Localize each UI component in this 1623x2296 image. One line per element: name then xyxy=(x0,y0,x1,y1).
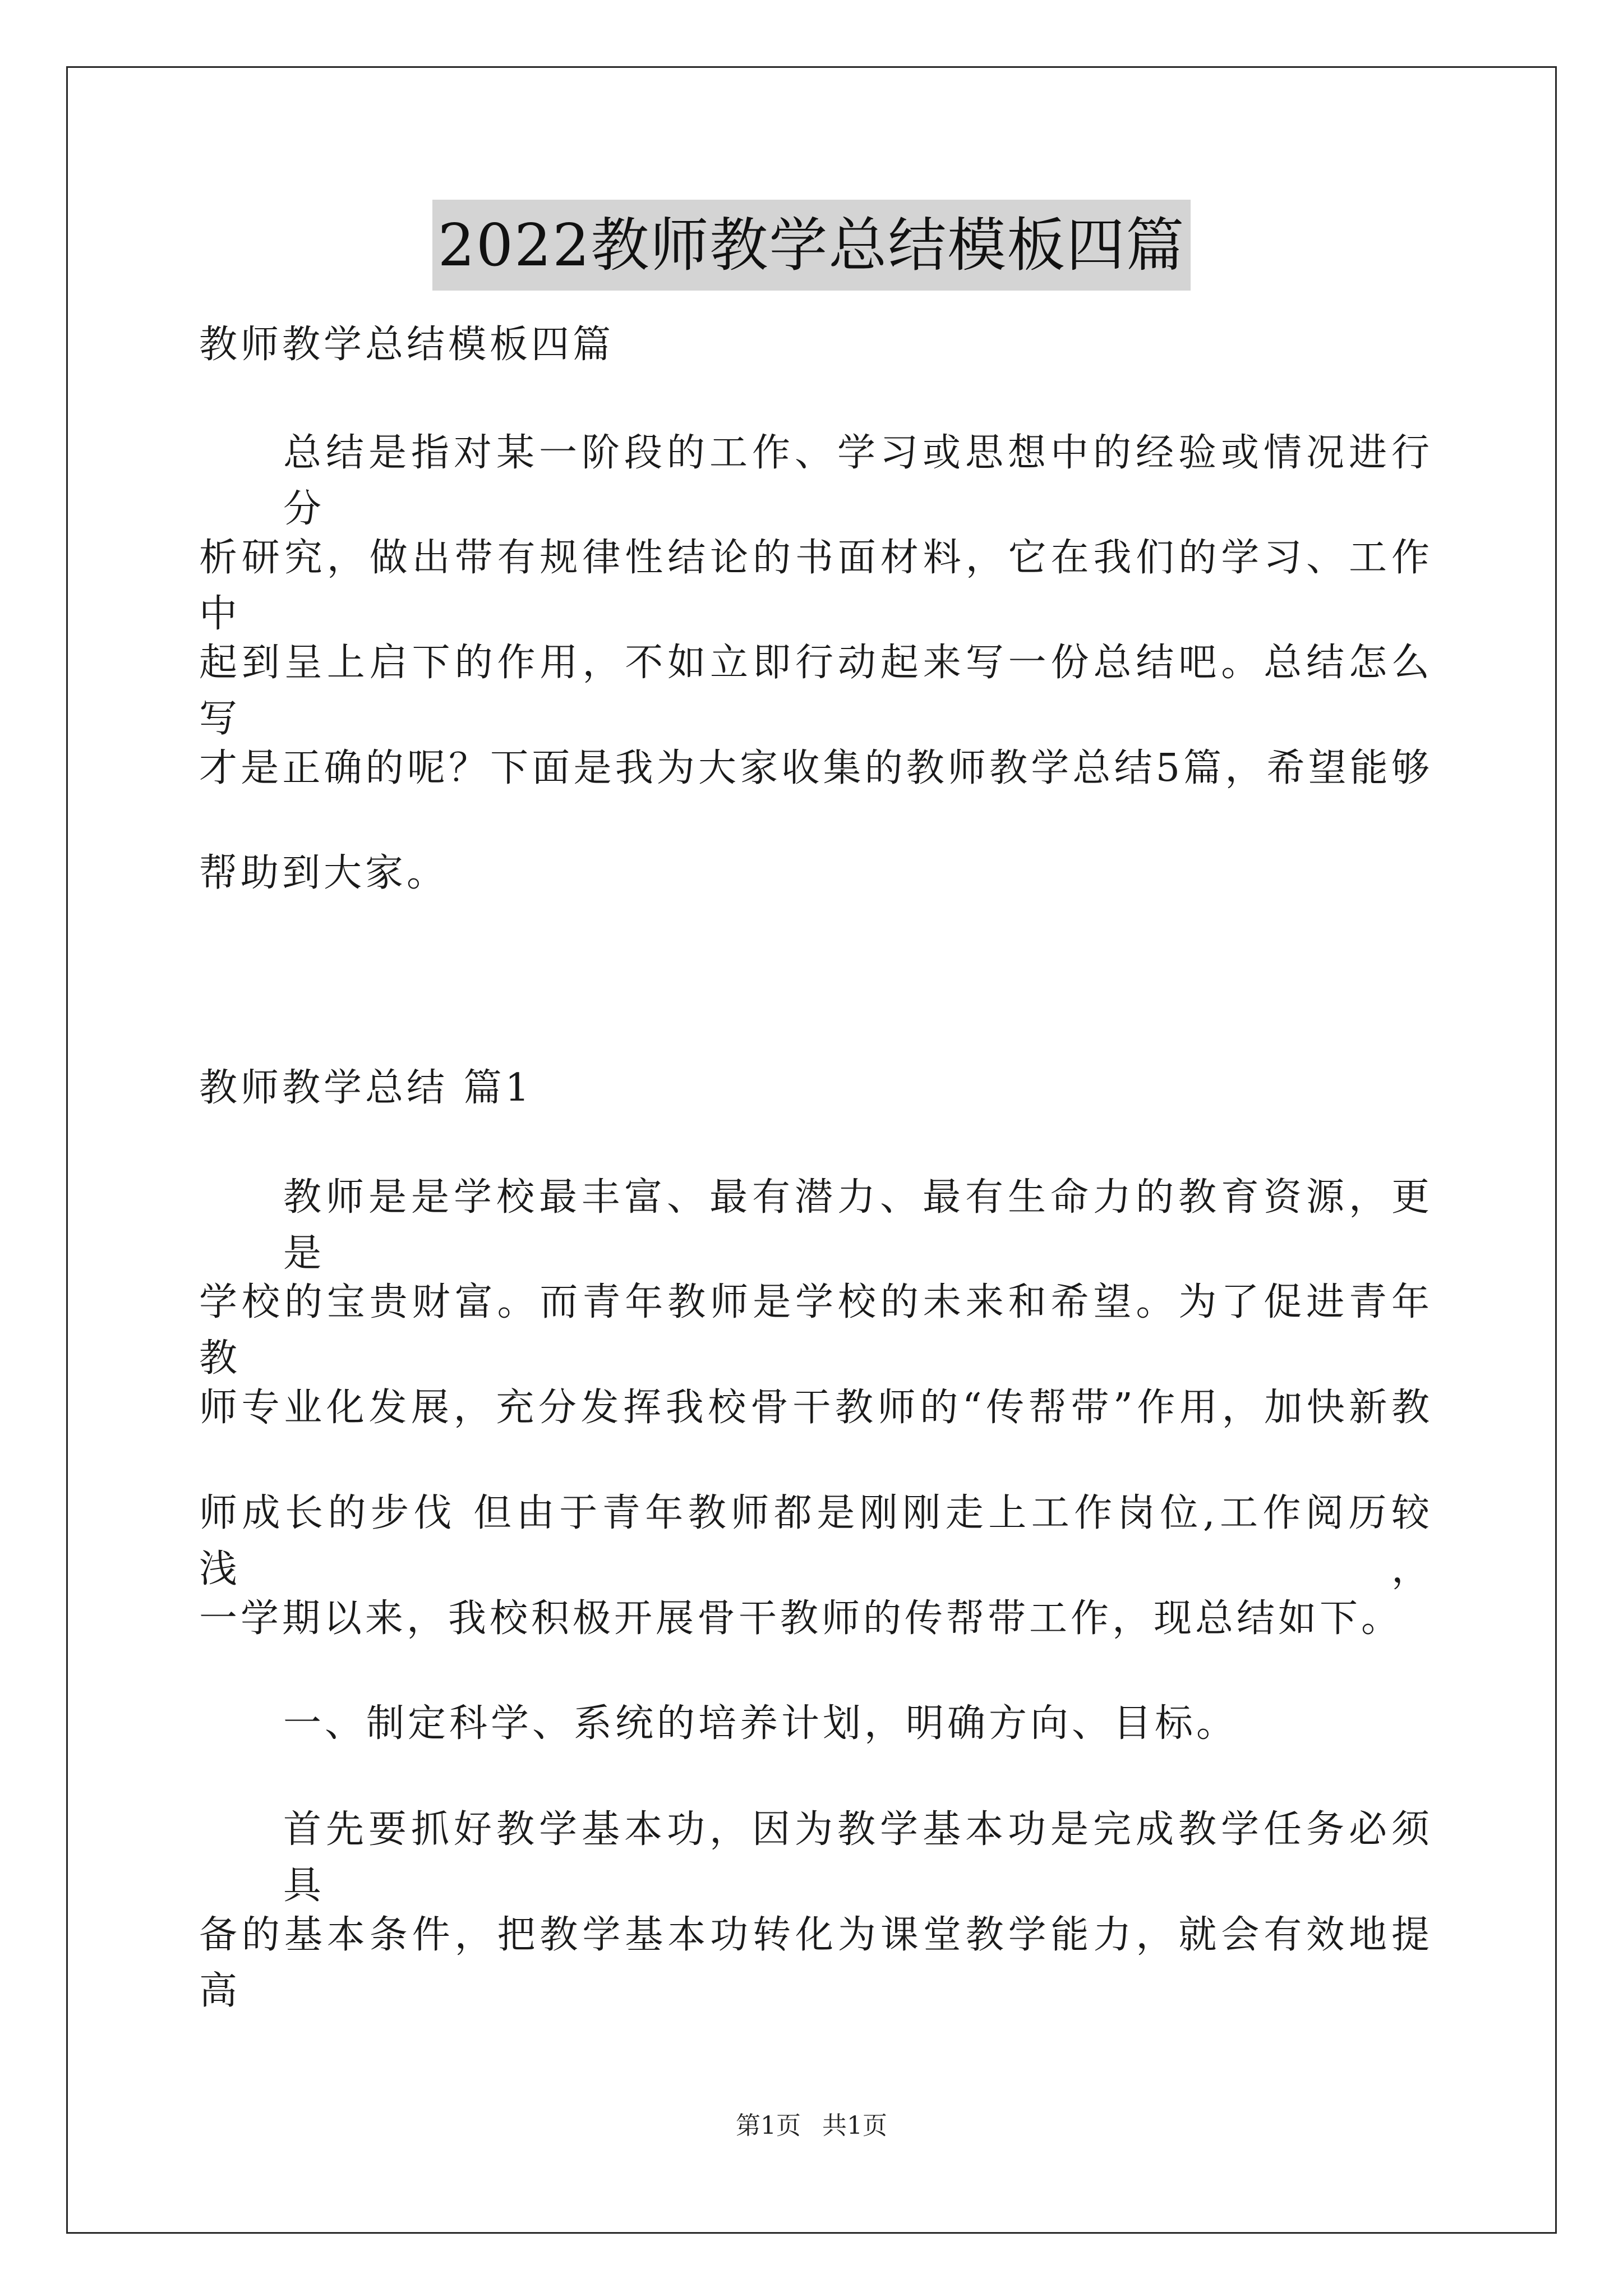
section1-line: 教师是是学校最丰富、最有潜力、最有生命力的教育资源，更是 xyxy=(283,1175,1433,1276)
document-subtitle: 教师教学总结模板四篇 xyxy=(199,323,615,367)
page-total: 共1页 xyxy=(822,2111,887,2140)
intro-line: 帮助到大家。 xyxy=(199,851,449,895)
para2-line: 备的基本条件，把教学基本功转化为课堂教学能力，就会有效地提高 xyxy=(199,1913,1433,2013)
section1-line: 师专业化发展，充分发挥我校骨干教师的“传帮带”作用，加快新教 xyxy=(199,1386,1433,1430)
point-heading: 一、制定科学、系统的培养计划，明确方向、目标。 xyxy=(283,1701,1238,1746)
para2-line: 首先要抓好教学基本功，因为教学基本功是完成教学任务必须具 xyxy=(283,1807,1433,1908)
section1-line: 师成长的步伐 但由于青年教师都是刚刚走上工作岗位,工作阅历较浅， xyxy=(199,1491,1433,1591)
title-wrapper xyxy=(0,200,1623,291)
section-heading: 教师教学总结 篇1 xyxy=(199,1066,533,1110)
section1-line: 一学期以来，我校积极开展骨干教师的传帮带工作，现总结如下。 xyxy=(199,1596,1403,1641)
document-title: 2022教师教学总结模板四篇 xyxy=(432,200,1191,291)
page-number: 第1页 xyxy=(736,2111,801,2140)
section1-line: 学校的宝贵财富。而青年教师是学校的未来和希望。为了促进青年教 xyxy=(199,1280,1433,1381)
page-footer xyxy=(0,2109,1623,2143)
intro-line: 析研究，做出带有规律性结论的书面材料，它在我们的学习、工作中 xyxy=(199,536,1433,636)
intro-line: 总结是指对某一阶段的工作、学习或思想中的经验或情况进行分 xyxy=(283,431,1433,531)
intro-line: 才是正确的呢？下面是我为大家收集的教师教学总结5篇，希望能够 xyxy=(199,746,1433,790)
intro-line: 起到呈上启下的作用，不如立即行动起来写一份总结吧。总结怎么写 xyxy=(199,641,1433,741)
